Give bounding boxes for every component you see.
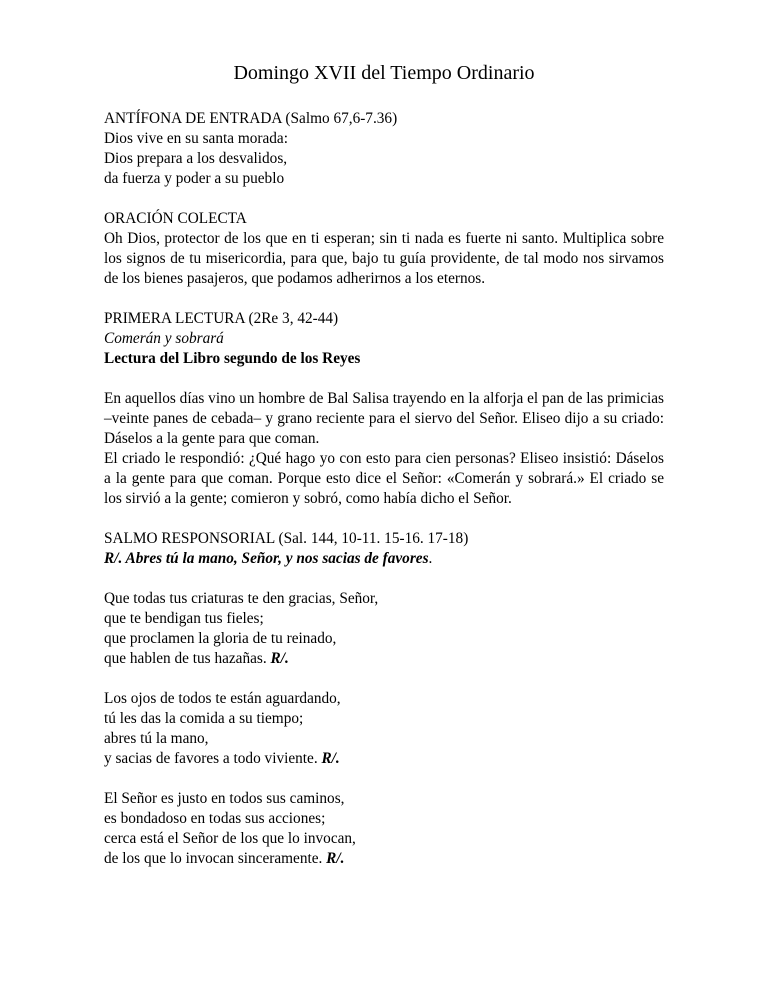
primera-lectura-section xyxy=(104,309,664,509)
antifona-line: Dios vive en su santa morada: xyxy=(104,130,288,147)
stanza-line xyxy=(104,649,664,669)
salmo-heading: SALMO RESPONSORIAL (Sal. 144, 10-11. 15-16. 17-18) xyxy=(104,530,469,547)
stanza-line: que proclamen la gloria de tu reinado, xyxy=(104,630,337,647)
stanza-line-text: que hablen de tus hazañas. xyxy=(104,650,271,667)
antifona-heading: ANTÍFONA DE ENTRADA (Salmo 67,6-7.36) xyxy=(104,110,398,127)
lectura-source: Lectura del Libro segundo de los Reyes xyxy=(104,350,361,367)
stanza-line: cerca está el Señor de los que lo invocan, xyxy=(104,830,356,847)
lectura-heading: PRIMERA LECTURA (2Re 3, 42-44) xyxy=(104,310,339,327)
response-marker: R/. xyxy=(326,850,345,867)
lectura-paragraph: El criado le respondió: ¿Qué hago yo con esto para cien personas? Eliseo insistió: Dáselos a la gente para que coman. Porque esto dice el Señor: «Comerán y sobrará.» El criado se los sirvió a la gente; comieron y sobró, como había dicho el Señor. xyxy=(104,450,664,507)
stanza-line: Que todas tus criaturas te den gracias, Señor, xyxy=(104,590,379,607)
antifona-line: da fuerza y poder a su pueblo xyxy=(104,170,285,187)
lectura-paragraph: En aquellos días vino un hombre de Bal Salisa trayendo en la alforja el pan de las primicias –veinte panes de cebada– y grano reciente para el siervo del Señor. Eliseo dijo a su criado: Dáselos a la gente para que coman. xyxy=(104,390,664,447)
response-marker: R/. xyxy=(321,750,340,767)
stanza-line: que te bendigan tus fieles; xyxy=(104,610,264,627)
stanza-line-text: de los que lo invocan sinceramente. xyxy=(104,850,327,867)
salmo-stanza xyxy=(104,689,664,769)
colecta-section xyxy=(104,209,664,289)
antifona-section xyxy=(104,109,664,189)
salmo-response xyxy=(104,549,664,569)
colecta-heading: ORACIÓN COLECTA xyxy=(104,210,247,227)
document-title: Domingo XVII del Tiempo Ordinario xyxy=(233,62,535,84)
stanza-line: abres tú la mano, xyxy=(104,730,209,747)
response-marker: R/. xyxy=(270,650,289,667)
stanza-line: es bondadoso en todas sus acciones; xyxy=(104,810,326,827)
response-text: R/. Abres tú la mano, Señor, y nos sacias de favores xyxy=(104,550,429,567)
stanza-line-text: y sacias de favores a todo viviente. xyxy=(104,750,322,767)
salmo-stanza xyxy=(104,589,664,669)
stanza-line xyxy=(104,849,664,869)
response-end: . xyxy=(428,550,433,567)
antifona-line: Dios prepara a los desvalidos, xyxy=(104,150,288,167)
stanza-line: El Señor es justo en todos sus caminos, xyxy=(104,790,345,807)
stanza-line xyxy=(104,749,664,769)
colecta-text: Oh Dios, protector de los que en ti esperan; sin ti nada es fuerte ni santo. Multiplica sobre los signos de tu misericordia, para que, bajo tu guía providente, de tal modo nos sirvamos de los bienes pasajeros, que podamos adherirnos a los eternos. xyxy=(104,230,664,287)
stanza-line: tú les das la comida a su tiempo; xyxy=(104,710,304,727)
lectura-subtitle: Comerán y sobrará xyxy=(104,330,224,347)
salmo-section xyxy=(104,529,664,869)
stanza-line: Los ojos de todos te están aguardando, xyxy=(104,690,341,707)
salmo-stanza xyxy=(104,789,664,869)
